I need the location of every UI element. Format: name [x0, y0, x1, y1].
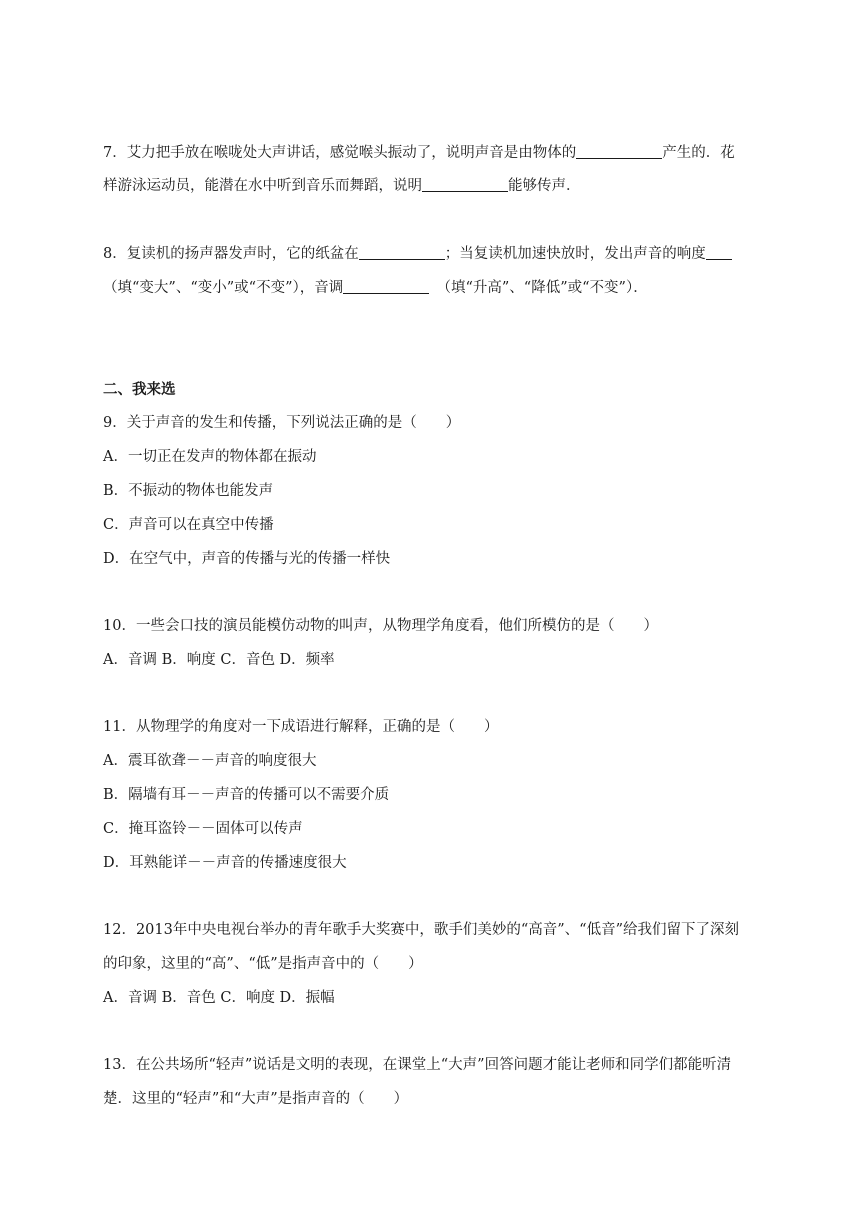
- section-title: 二、我来选: [103, 381, 176, 398]
- q13-stem-line-1: 13．在公共场所“轻声”说话是文明的表现，在课堂上“大声”回答问题才能让老师和同学们都能听清: [103, 1057, 732, 1073]
- q9-stem: 9．关于声音的发生和传播，下列说法正确的是（ ）: [103, 415, 461, 431]
- q9-option-b: B．不振动的物体也能发声: [103, 483, 274, 499]
- q7-text-1a: 7．艾力把手放在喉咙处大声讲话，感觉喉头振动了，说明声音是由物体的: [103, 145, 577, 161]
- q7-text-2a: 样游泳运动员，能潜在水中听到音乐而舞蹈，说明: [103, 178, 422, 194]
- q8-blank-2: [706, 245, 732, 260]
- q11-option-b: B．隔墙有耳－－声音的传播可以不需要介质: [103, 787, 390, 803]
- q11-option-a: A．震耳欲聋－－声音的响度很大: [103, 753, 317, 769]
- q9-option-d: D．在空气中，声音的传播与光的传播一样快: [103, 551, 391, 567]
- q7-line-1: [103, 143, 760, 163]
- q9-option-c: C．声音可以在真空中传播: [103, 517, 274, 533]
- q11-stem: 11．从物理学的角度对一下成语进行解释，正确的是（ ）: [103, 719, 499, 735]
- q8-blank-3: [343, 279, 429, 294]
- q9-option-a: A．一切正在发声的物体都在振动: [103, 449, 317, 465]
- q8-blank-1: [359, 245, 445, 260]
- q10-options: A．音调 B．响度 C．音色 D．频率: [103, 652, 335, 668]
- q8-line-1: [103, 244, 760, 264]
- q12-stem-line-2: 的印象，这里的“高”、“低”是指声音中的（ ）: [103, 956, 423, 972]
- q12-stem-line-1: 12．2013年中央电视台举办的青年歌手大奖赛中，歌手们美妙的“高音”、“低音”给我们留下了深刻: [103, 922, 739, 938]
- q8-text-2a: （填“变大”、“变小”或“不变”），音调: [103, 280, 344, 296]
- q12-options: A．音调 B．音色 C．响度 D．振幅: [103, 990, 335, 1006]
- q8-text-2b: （填“升高”、“降低”或“不变”）．: [443, 280, 648, 296]
- q13-stem-line-2: 楚．这里的“轻声”和“大声”是指声音的（ ）: [103, 1091, 409, 1107]
- q7-blank-1: [576, 144, 662, 159]
- q7-blank-2: [422, 177, 508, 192]
- q7-line-2: [103, 176, 760, 196]
- q8-line-2: [103, 278, 760, 298]
- q10-stem: 10．一些会口技的演员能模仿动物的叫声，从物理学角度看，他们所模仿的是（ ）: [103, 618, 658, 634]
- q8-text-1a: 8．复读机的扬声器发声时，它的纸盆在: [103, 246, 359, 262]
- q7-text-1b: 产生的．花: [662, 145, 735, 161]
- q11-option-d: D．耳熟能详－－声音的传播速度很大: [103, 855, 347, 871]
- q8-text-1b: ；当复读机加速快放时，发出声音的响度: [444, 246, 706, 262]
- q7-text-2b: 能够传声．: [508, 178, 581, 194]
- q11-option-c: C．掩耳盗铃－－固体可以传声: [103, 821, 303, 837]
